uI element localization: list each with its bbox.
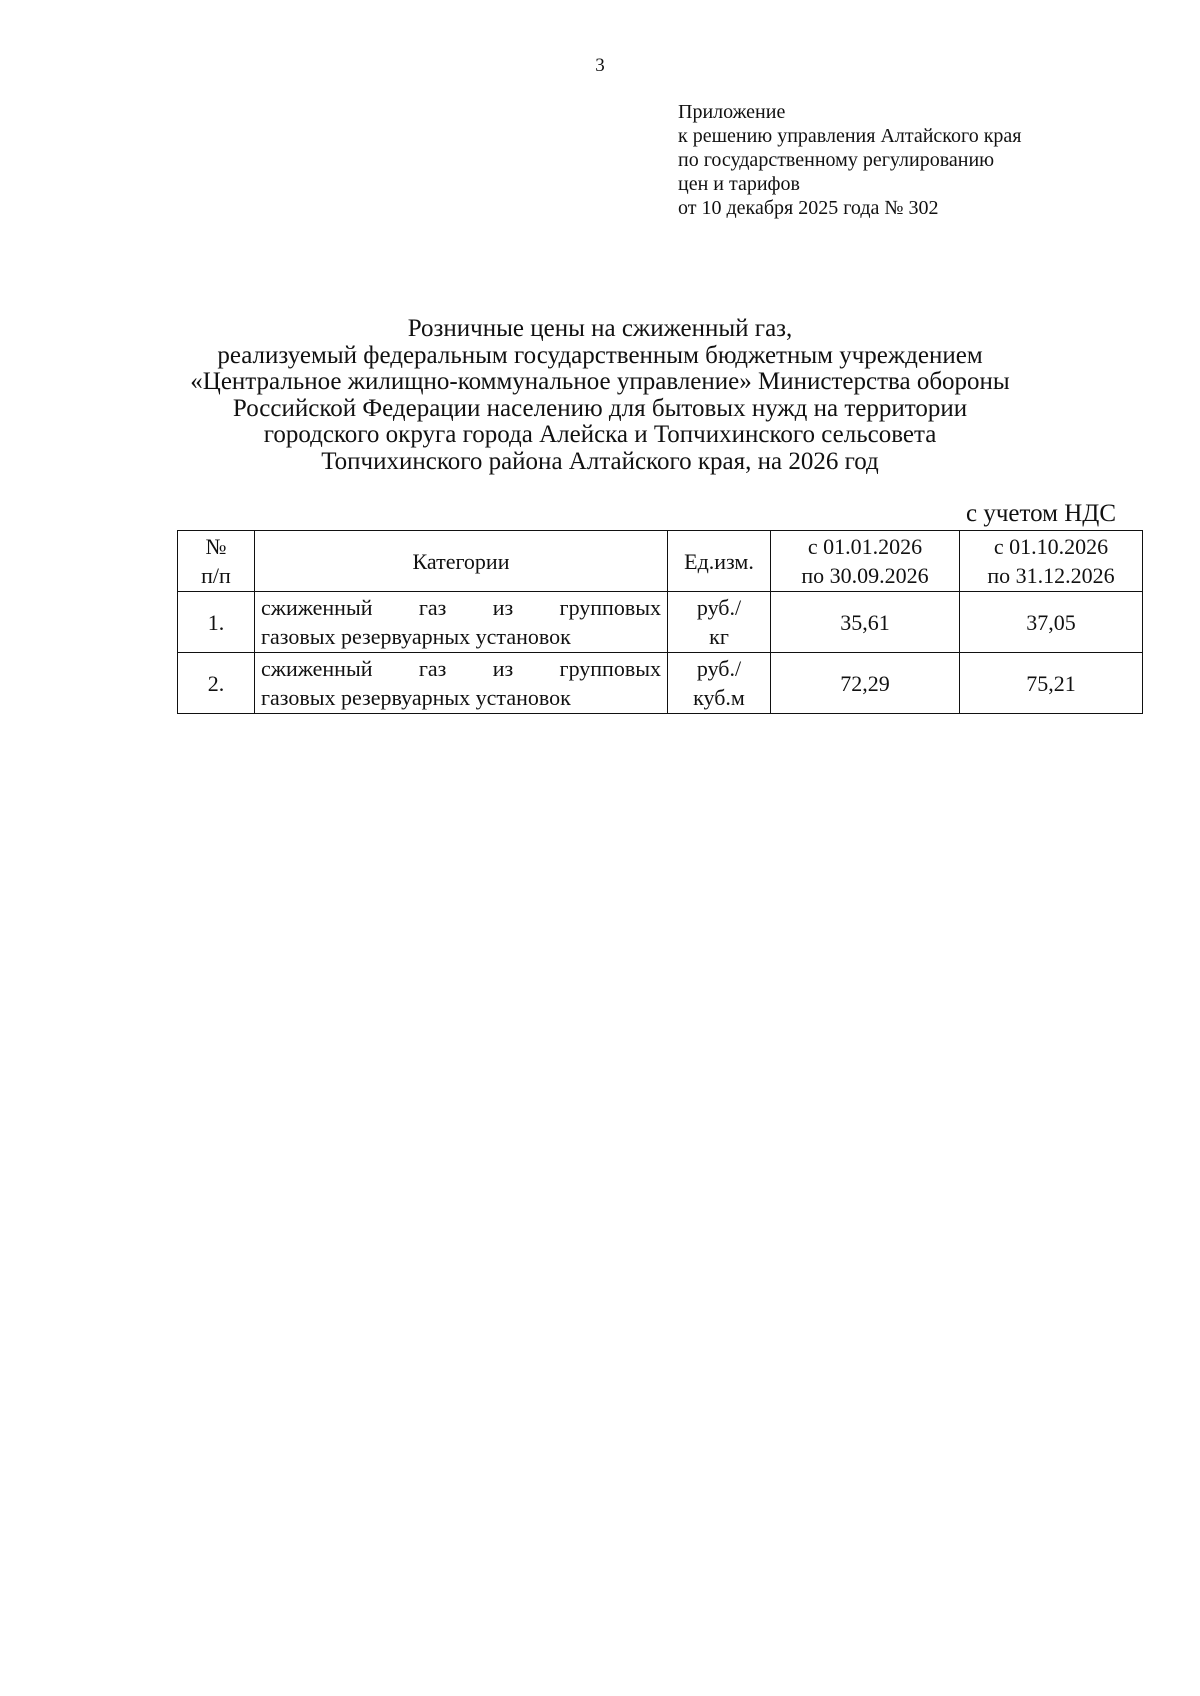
unit-line: кг: [709, 624, 729, 649]
appendix-line: Приложение: [678, 101, 786, 123]
row-number: 2.: [178, 653, 255, 714]
category-line: газовых резервуарных установок: [261, 685, 571, 710]
unit-line: руб./: [696, 656, 742, 681]
row-category: [255, 592, 668, 653]
title-line: городского округа города Алейска и Топчихинского сельсовета: [263, 421, 937, 448]
header-category: Категории: [255, 531, 668, 592]
row-unit: [668, 653, 771, 714]
row-price-period-2: 75,21: [960, 653, 1143, 714]
header-period-line: по 30.09.2026: [801, 563, 929, 588]
price-table: [177, 530, 1143, 714]
header-unit: Ед.изм.: [668, 531, 771, 592]
title-line: Российской Федерации населению для бытовых нужд на территории: [232, 394, 968, 422]
table-header-row: [178, 531, 1143, 592]
header-number-line: п/п: [201, 563, 231, 588]
header-number-line: №: [205, 534, 227, 559]
header-period-1: [771, 531, 960, 592]
table-row: [178, 653, 1143, 714]
title-line: «Центральное жилищно-коммунальное управление» Министерства обороны: [190, 368, 1010, 395]
document-title: [0, 316, 1200, 475]
appendix-line: от 10 декабря 2025 года № 302: [678, 197, 939, 219]
vat-note: с учетом НДС: [966, 500, 1116, 527]
row-unit: [668, 592, 771, 653]
header-period-2: [960, 531, 1143, 592]
unit-line: куб.м: [693, 685, 745, 710]
row-price-period-1: 35,61: [771, 592, 960, 653]
unit-line: руб./: [696, 595, 742, 620]
category-line: сжиженный газ из групповых: [261, 656, 661, 681]
appendix-line: по государственному регулированию: [678, 149, 995, 171]
header-number: [178, 531, 255, 592]
row-price-period-2: 37,05: [960, 592, 1143, 653]
appendix-line: к решению управления Алтайского края: [678, 125, 1022, 147]
header-period-line: с 01.01.2026: [807, 534, 923, 559]
appendix-block: [678, 100, 1022, 220]
title-line: Топчихинского района Алтайского края, на 2026 год: [321, 447, 879, 475]
title-line: Розничные цены на сжиженный газ,: [407, 315, 793, 342]
row-category: [255, 653, 668, 714]
table-row: [178, 592, 1143, 653]
row-price-period-1: 72,29: [771, 653, 960, 714]
header-period-line: с 01.10.2026: [993, 534, 1109, 559]
category-line: сжиженный газ из групповых: [261, 595, 661, 620]
title-line: реализуемый федеральным государственным бюджетным учреждением: [217, 341, 983, 369]
page-number: 3: [595, 55, 605, 76]
header-period-line: по 31.12.2026: [987, 563, 1115, 588]
category-line: газовых резервуарных установок: [261, 624, 571, 649]
appendix-line: цен и тарифов: [678, 173, 800, 195]
row-number: 1.: [178, 592, 255, 653]
